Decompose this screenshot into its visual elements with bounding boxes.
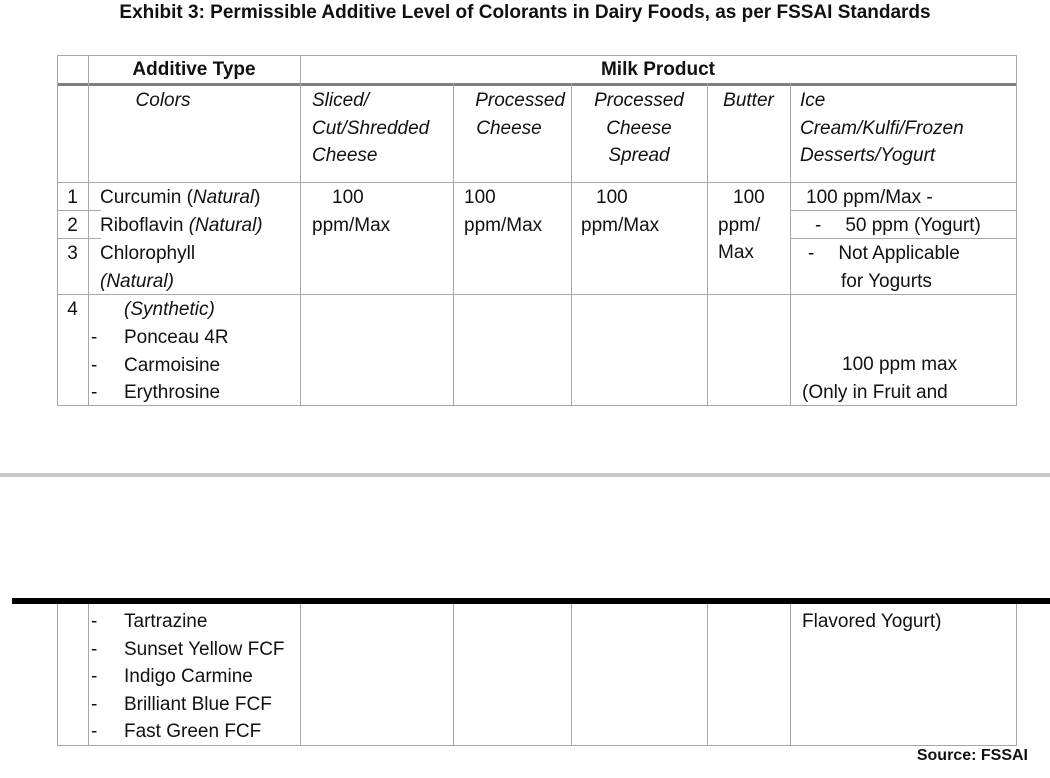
value-icecream-3: - Not Applicable — [808, 243, 960, 264]
header-colors: Colors — [135, 90, 191, 111]
header-processed-cheese: Processed Cheese — [475, 90, 565, 139]
value-icecream-1: 100 ppm/Max - — [806, 187, 933, 208]
colorant-riboflavin: Riboflavin (Natural) — [100, 215, 263, 236]
source-note: Source: FSSAI — [916, 747, 1028, 764]
header-additive-type: Additive Type — [132, 59, 256, 80]
colorant-synthetic-label: (Synthetic) — [124, 299, 215, 320]
value-butter-natural: 100 ppm/ Max — [718, 187, 765, 263]
value-icecream-2: - 50 ppm (Yogurt) — [815, 215, 981, 236]
page-header-rule — [12, 598, 1050, 604]
colorant-curcumin: Curcumin (Natural) — [100, 187, 261, 208]
header-milk-product: Milk Product — [600, 59, 715, 80]
value-processed-natural: 100 ppm/Max — [464, 187, 543, 236]
row-num-4: 4 — [67, 299, 78, 320]
value-sliced-natural: 100 ppm/Max — [312, 187, 391, 236]
exhibit-title: Exhibit 3: Permissible Additive Level of Colorants in Dairy Foods, as per FSSAI Standards — [119, 2, 931, 23]
value-icecream-4: for Yogurts — [841, 271, 932, 292]
value-spread-natural: 100 ppm/Max — [581, 187, 660, 236]
value-icecream-synthetic-b: Flavored Yogurt) — [802, 611, 942, 632]
header-sliced-cheese: Sliced/ Cut/Shredded Cheese — [312, 90, 430, 166]
synthetic-list-a: - Ponceau 4R - Carmoisine - Erythrosine — [91, 327, 229, 403]
value-icecream-synthetic-a: 100 ppm max (Only in Fruit and — [802, 354, 958, 403]
row-num-2: 2 — [67, 215, 78, 236]
page-break-gray — [0, 473, 1050, 477]
header-processed-cheese-spread: Processed Cheese Spread — [594, 90, 684, 166]
row-num-3: 3 — [67, 243, 78, 264]
colorant-chlorophyll: Chlorophyll (Natural) — [100, 243, 196, 292]
header-butter: Butter — [723, 90, 774, 111]
header-ice-cream: Ice Cream/Kulfi/Frozen Desserts/Yogurt — [800, 90, 964, 166]
row-num-1: 1 — [67, 187, 78, 208]
synthetic-list-b: - Tartrazine - Sunset Yellow FCF - Indigo Carmine - Brilliant Blue FCF - Fast Green FCF — [91, 611, 285, 742]
